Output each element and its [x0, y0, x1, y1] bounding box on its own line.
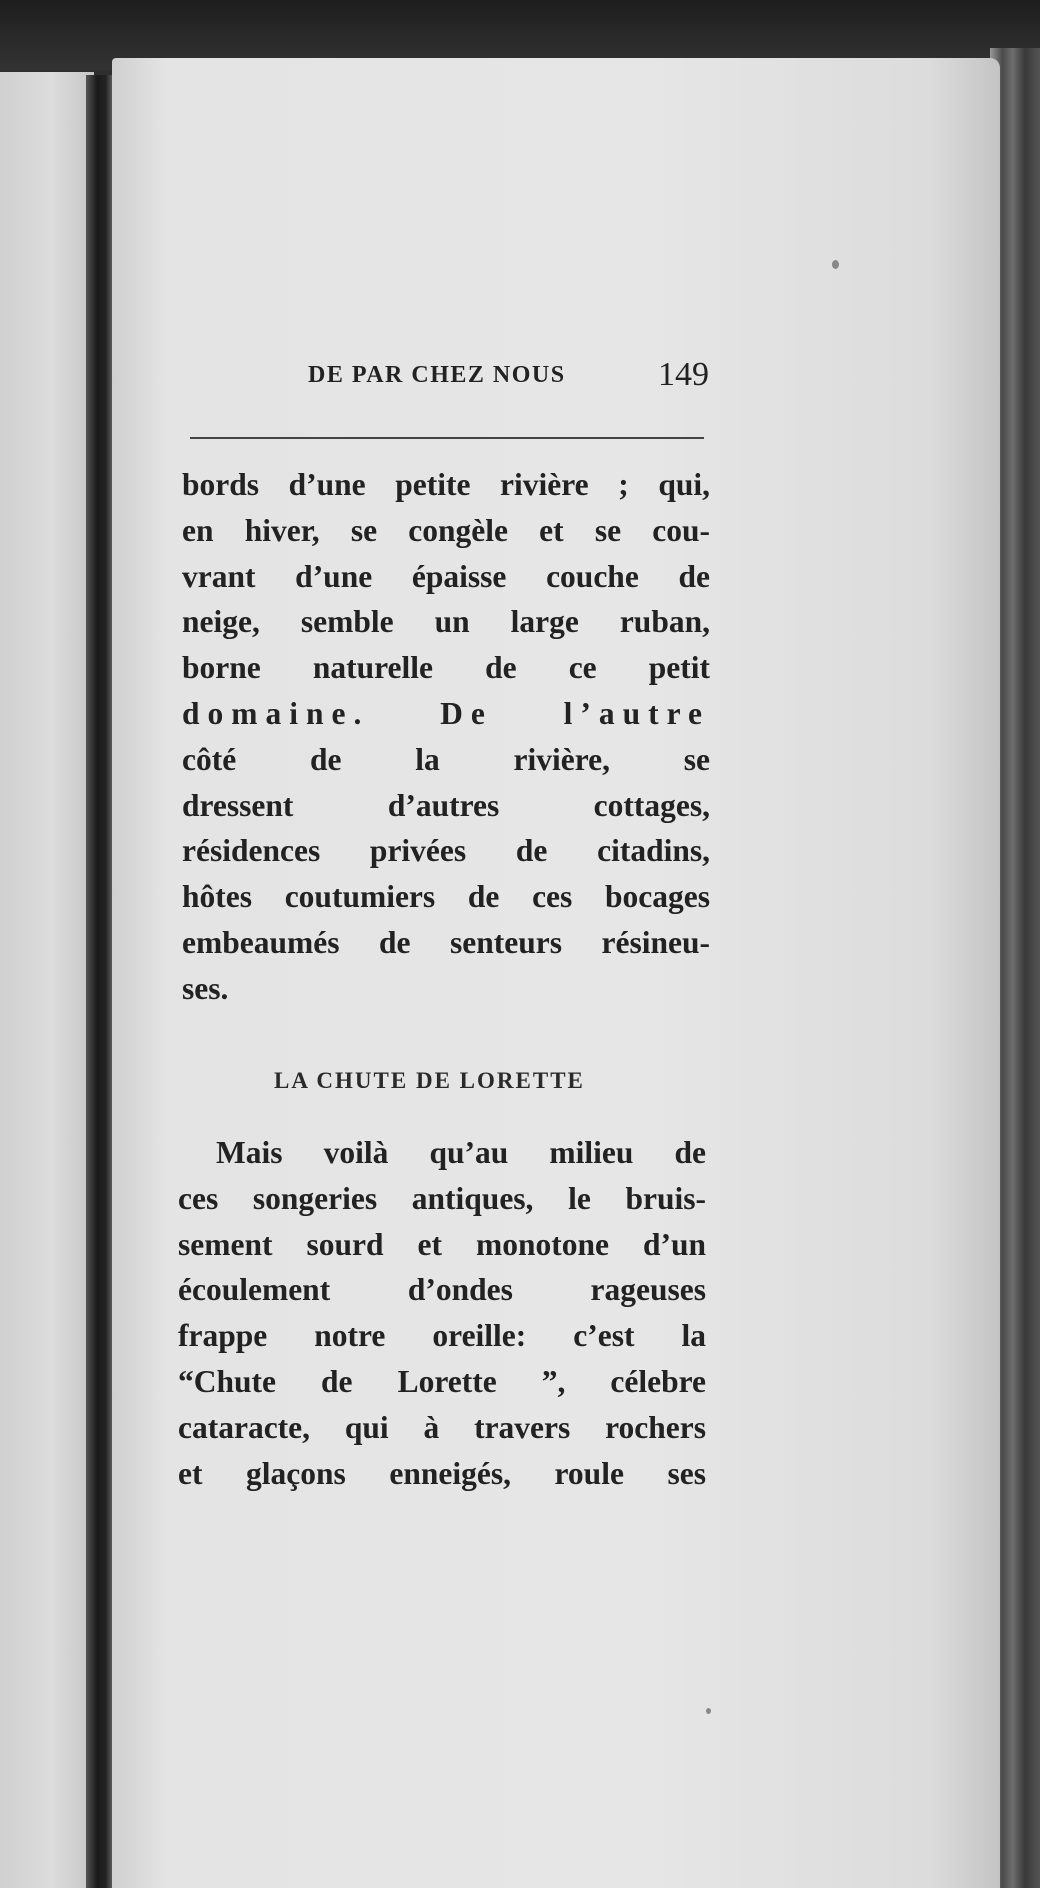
text-line: cataracte, qui à travers rochers: [178, 1409, 706, 1445]
text-line: Mais voilà qu’au milieu de: [216, 1135, 706, 1170]
paragraph-1: [182, 462, 710, 1012]
text-line: borne naturelle de ce petit: [182, 650, 710, 686]
paper-speck: [706, 1708, 711, 1714]
text-line: frappe notre oreille: c’est la: [178, 1318, 706, 1354]
text-line: domaine. De l’autre: [182, 695, 710, 731]
text-line: côté de la rivière, se: [182, 741, 710, 777]
text-line: écoulement d’ondes rageuses: [178, 1272, 706, 1308]
book-gutter: [86, 75, 114, 1888]
text-line: ses.: [182, 970, 229, 1006]
header-rule: [190, 437, 704, 439]
text-line: en hiver, se congèle et se cou-: [182, 512, 710, 548]
text-line: hôtes coutumiers de ces bocages: [182, 879, 710, 915]
paragraph-2: [178, 1130, 706, 1496]
facing-page-edge: [0, 72, 94, 1888]
text-line: embeaumés de senteurs résineu-: [182, 924, 710, 960]
text-line: dressent d’autres cottages,: [182, 787, 710, 823]
text-line: ces songeries antiques, le bruis-: [178, 1180, 706, 1216]
text-line: neige, semble un large ruban,: [182, 604, 710, 640]
text-line: “Chute de Lorette ”, célebre: [178, 1363, 706, 1399]
text-line: et glaçons enneigés, roule ses: [178, 1455, 706, 1491]
paper-speck: [832, 260, 839, 269]
running-title: DE PAR CHEZ NOUS: [308, 362, 566, 388]
page-number: 149: [658, 356, 709, 393]
text-line: sement sourd et monotone d’un: [178, 1226, 706, 1262]
text-line: résidences privées de citadins,: [182, 833, 710, 869]
text-line: vrant d’une épaisse couche de: [182, 558, 710, 594]
text-line: bords d’une petite rivière ; qui,: [182, 467, 710, 502]
section-heading: LA CHUTE DE LORETTE: [274, 1068, 585, 1093]
running-header: [308, 356, 708, 396]
